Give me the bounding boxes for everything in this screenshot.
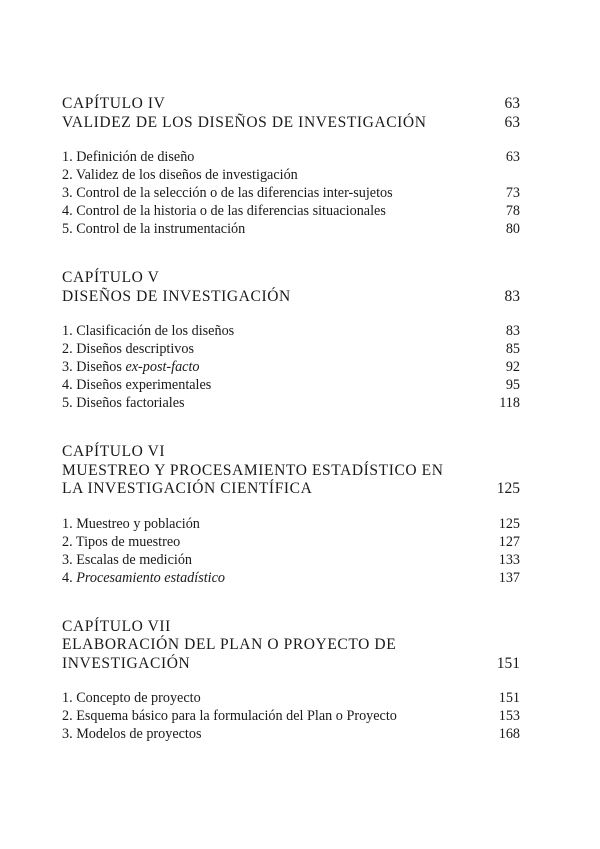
chapter-label — [62, 618, 520, 637]
page-number: 153 — [498, 708, 520, 724]
page-number: 151 — [496, 654, 520, 672]
chapter-vii — [62, 618, 520, 744]
chapter-title — [62, 288, 520, 307]
entry-title: 2. Esquema básico para la formulación del Plan o Proyecto — [62, 708, 397, 724]
page-number: 83 — [505, 323, 520, 339]
page-number: 63 — [505, 149, 520, 165]
entry-title: 3. Modelos de proyectos — [62, 726, 202, 742]
entry-title: 2. Tipos de muestreo — [62, 533, 181, 550]
toc-entry — [62, 202, 520, 220]
page-number: 125 — [496, 480, 520, 497]
entry-title-italic: Procesamiento estadístico — [76, 569, 225, 586]
page-number: 92 — [505, 359, 520, 375]
toc-entry — [62, 533, 520, 551]
page-number: 63 — [504, 113, 520, 131]
chapter-title — [62, 462, 520, 481]
chapter-label — [62, 443, 520, 462]
chapter-label-text: CAPÍTULO V — [62, 269, 160, 286]
toc-entry — [62, 184, 520, 202]
entry-title: 1. Concepto de proyecto — [62, 690, 201, 706]
entry-title-italic: ex-post-facto — [125, 359, 200, 375]
entry-title-prefix: 4. — [62, 569, 77, 586]
entry-title: 4. Control de la historia o de las diferencias situacionales — [62, 203, 386, 219]
toc-entry — [62, 725, 520, 743]
entry-title-prefix: 3. Diseños — [62, 359, 126, 375]
entry-title: 2. Validez de los diseños de investigación — [62, 167, 298, 183]
toc-entry — [62, 515, 520, 533]
toc-entry — [62, 322, 520, 340]
page-number: 125 — [498, 515, 520, 532]
toc-entry — [62, 358, 520, 376]
chapter-v — [62, 269, 520, 412]
page-number: 168 — [498, 726, 520, 742]
entry-title: 2. Diseños descriptivos — [62, 341, 195, 357]
page-number: 151 — [498, 690, 520, 706]
chapter-title-text: MUESTREO Y PROCESAMIENTO ESTADÍSTICO EN — [62, 461, 444, 479]
page-number: 127 — [498, 533, 520, 550]
page-number: 78 — [505, 203, 520, 219]
section-list — [62, 515, 520, 587]
section-list — [62, 322, 520, 412]
section-list — [62, 689, 520, 743]
entry-title — [62, 569, 225, 587]
chapter-title — [62, 636, 520, 655]
entry-title: 1. Clasificación de los diseños — [62, 323, 235, 339]
page-number: 63 — [504, 95, 520, 112]
entry-title: 4. Diseños experimentales — [62, 377, 212, 393]
toc-entry — [62, 220, 520, 238]
chapter-vi — [62, 443, 520, 587]
entry-title: 5. Diseños factoriales — [62, 395, 185, 411]
chapter-title — [62, 480, 520, 499]
entry-title — [62, 358, 200, 376]
chapter-iv — [62, 95, 520, 238]
chapter-label-text: CAPÍTULO VI — [62, 443, 166, 460]
entry-title: 1. Muestreo y población — [62, 515, 200, 532]
page-number: 80 — [505, 221, 520, 237]
chapter-title — [62, 114, 520, 133]
toc-entry — [62, 148, 520, 166]
entry-title: 5. Control de la instrumentación — [62, 221, 246, 237]
toc-entry — [62, 689, 520, 707]
page-number: 95 — [505, 377, 520, 393]
page-number: 137 — [498, 569, 520, 586]
table-of-contents — [62, 95, 520, 743]
chapter-label-text: CAPÍTULO VII — [62, 617, 171, 635]
toc-entry — [62, 340, 520, 358]
page-number: 133 — [498, 551, 520, 568]
toc-entry — [62, 376, 520, 394]
page-number: 83 — [504, 287, 520, 305]
toc-entry — [62, 166, 520, 184]
chapter-title — [62, 655, 520, 674]
chapter-label — [62, 269, 520, 288]
page-number: 118 — [499, 395, 520, 411]
toc-entry — [62, 569, 520, 587]
chapter-title-text: ELABORACIÓN DEL PLAN O PROYECTO DE — [62, 636, 397, 653]
page-number: 85 — [505, 341, 520, 357]
chapter-title-text: DISEÑOS DE INVESTIGACIÓN — [62, 287, 291, 305]
page-number: 73 — [505, 185, 520, 201]
toc-entry — [62, 394, 520, 412]
toc-entry — [62, 551, 520, 569]
chapter-title-text: LA INVESTIGACIÓN CIENTÍFICA — [62, 480, 313, 497]
chapter-title-text: VALIDEZ DE LOS DISEÑOS DE INVESTIGACIÓN — [62, 113, 427, 131]
chapter-title-text: INVESTIGACIÓN — [62, 654, 191, 672]
toc-entry — [62, 707, 520, 725]
entry-title: 3. Control de la selección o de las diferencias inter-sujetos — [62, 185, 393, 201]
chapter-label-text: CAPÍTULO IV — [62, 95, 166, 112]
entry-title: 3. Escalas de medición — [62, 551, 193, 568]
chapter-label — [62, 95, 520, 114]
section-list — [62, 148, 520, 238]
entry-title: 1. Definición de diseño — [62, 149, 195, 165]
